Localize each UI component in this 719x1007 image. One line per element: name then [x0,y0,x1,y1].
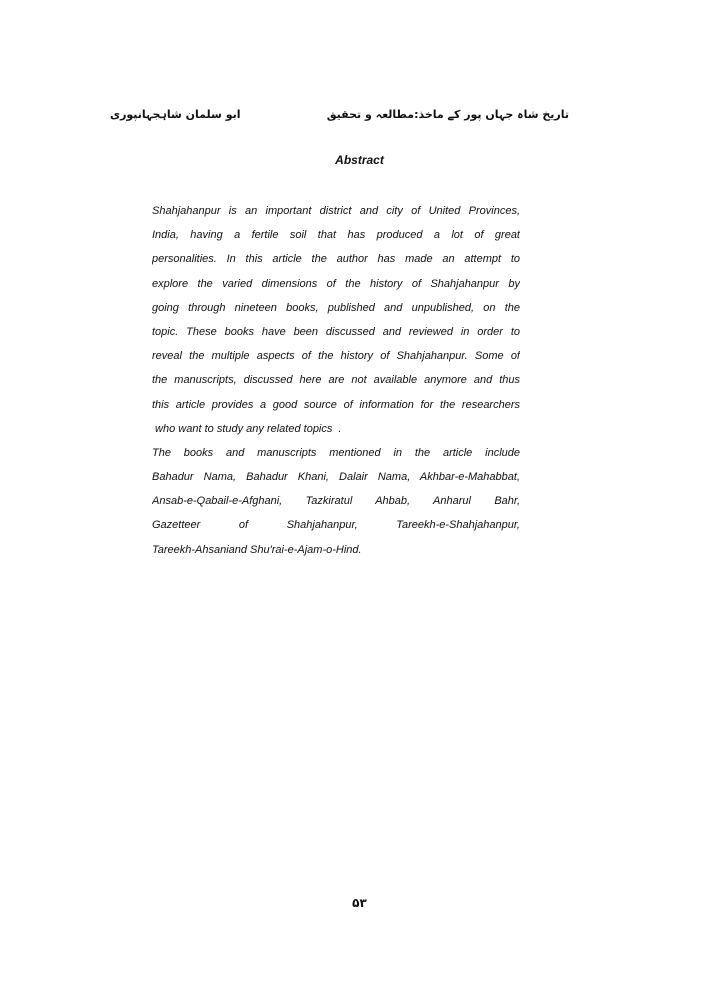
abstract-line: going through nineteen books, published and unpublished, on the [152,301,520,314]
abstract-line: this article provides a good source of information for the researchers [152,398,520,411]
abstract-body [152,199,520,562]
abstract-line: reveal the multiple aspects of the history of Shahjahanpur. Some of [152,350,520,363]
abstract-line: Ansab-e-Qabail-e-Afghani, Tazkiratul Ahbab, Anharul Bahr, [152,495,520,508]
abstract-line: India, having a fertile soil that has produced a lot of great [152,229,520,242]
abstract-line: Shahjahanpur is an important district and city of United Provinces, [152,205,520,217]
abstract-line: Tareekh-Ahsaniand Shu'rai-e-Ajam-o-Hind. [152,543,362,556]
abstract-line: the manuscripts, discussed here are not available anymore and thus [152,374,520,387]
abstract-heading: Abstract [335,153,384,167]
abstract-line: explore the varied dimensions of the history of Shahjahanpur by [152,277,520,290]
page-number: ۵۳ [352,896,367,910]
abstract-line: topic. These books have been discussed and reviewed in order to [152,325,520,338]
abstract-line: Gazetteer of Shahjahanpur, Tareekh-e-Shahjahanpur, [152,519,520,532]
abstract-line: The books and manuscripts mentioned in the article include [152,446,520,459]
abstract-line: personalities. In this article the author has made an attempt to [152,253,520,266]
abstract-line: Bahadur Nama, Bahadur Khani, Dalair Nama, Akhbar-e-Mahabbat, [152,471,520,484]
running-header-title: تاریخ شاہ جہاں پور کے ماخذ:مطالعہ و تحقیق [326,108,569,121]
abstract-line: who want to study any related topics . [152,422,342,435]
running-header-author: ابو سلمان شاہجہانپوری [110,108,241,121]
